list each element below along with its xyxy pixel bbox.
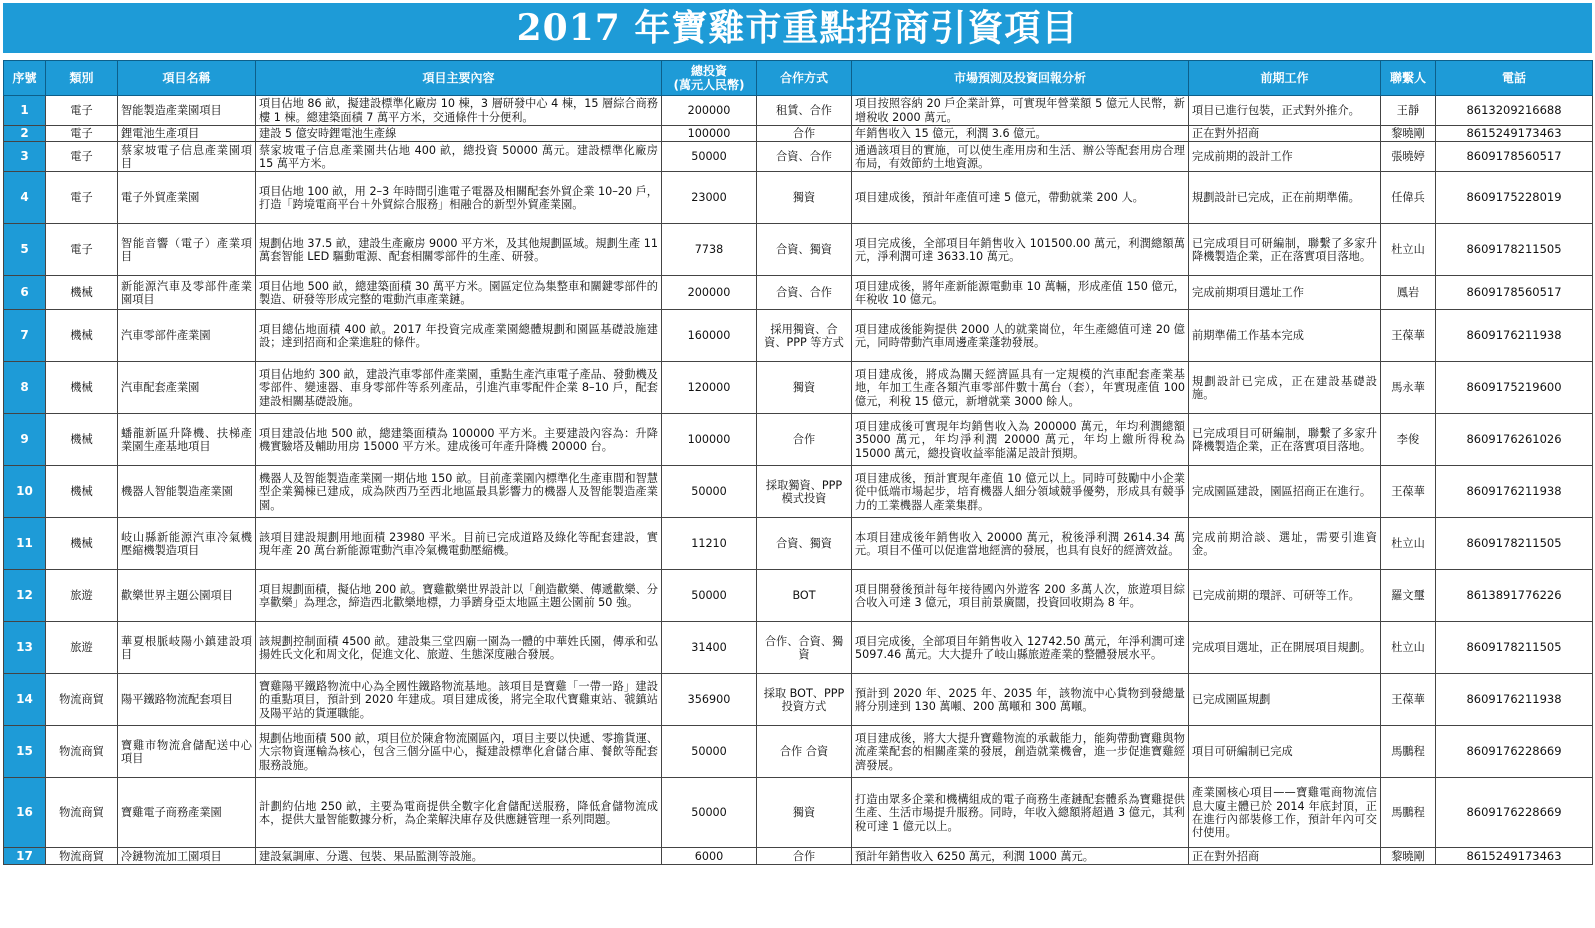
row-cooperation-mode: 採用獨資、合資、PPP 等方式 bbox=[757, 310, 852, 362]
row-main-content: 計劃約佔地 250 畝，主要為電商提供全數字化倉儲配送服務，降低倉儲物流成本，提供大量智能數據分析，為企業解決庫存及供應鏈管理一系列問題。 bbox=[256, 778, 662, 848]
row-category: 機械 bbox=[46, 362, 118, 414]
table-row bbox=[4, 518, 1593, 570]
row-project-name: 陽平鐵路物流配套項目 bbox=[118, 674, 256, 726]
row-preliminary-work: 完成前期項目選址工作 bbox=[1189, 276, 1381, 310]
row-cooperation-mode: 合作 bbox=[757, 848, 852, 865]
row-category: 電子 bbox=[46, 96, 118, 126]
row-market-analysis: 年銷售收入 15 億元，利潤 3.6 億元。 bbox=[852, 126, 1189, 142]
row-category: 電子 bbox=[46, 224, 118, 276]
table-row bbox=[4, 142, 1593, 172]
row-cooperation-mode: 採取獨資、PPP 模式投資 bbox=[757, 466, 852, 518]
row-preliminary-work: 規劃設計已完成，正在前期準備。 bbox=[1189, 172, 1381, 224]
row-main-content: 該項目建設規劃用地面積 23980 平米。目前已完成道路及綠化等配套建設，實現年產 20 萬台新能源電動汽車冷氣機電動壓縮機。 bbox=[256, 518, 662, 570]
row-main-content: 規劃佔地面積 500 畝，項目位於陳倉物流園區內，項目主要以快遞、零擔貨運、大宗物資運輸為核心，包含三個分區中心，擬建設標準化倉儲合庫、餐飲等配套服務設施。 bbox=[256, 726, 662, 778]
row-investment: 23000 bbox=[662, 172, 757, 224]
row-preliminary-work: 完成項目選址，正在開展項目規劃。 bbox=[1189, 622, 1381, 674]
row-contact-person: 王葆華 bbox=[1381, 466, 1436, 518]
row-market-analysis: 項目建成後，預計年產值可達 5 億元，帶動就業 200 人。 bbox=[852, 172, 1189, 224]
row-investment: 50000 bbox=[662, 466, 757, 518]
row-cooperation-mode: 採取 BOT、PPP 投資方式 bbox=[757, 674, 852, 726]
header-no: 序號 bbox=[4, 61, 46, 96]
row-number: 9 bbox=[4, 414, 46, 466]
row-phone: 8609176228669 bbox=[1436, 726, 1593, 778]
row-phone: 8609178211505 bbox=[1436, 518, 1593, 570]
row-investment: 50000 bbox=[662, 778, 757, 848]
row-contact-person: 杜立山 bbox=[1381, 518, 1436, 570]
row-phone: 8609176211938 bbox=[1436, 466, 1593, 518]
row-main-content: 建設 5 億安時鋰電池生產線 bbox=[256, 126, 662, 142]
header-prep: 前期工作 bbox=[1189, 61, 1381, 96]
row-investment: 50000 bbox=[662, 142, 757, 172]
row-investment: 50000 bbox=[662, 570, 757, 622]
row-project-name: 智能音響（電子）產業項目 bbox=[118, 224, 256, 276]
row-number: 1 bbox=[4, 96, 46, 126]
row-category: 機械 bbox=[46, 310, 118, 362]
row-investment: 50000 bbox=[662, 726, 757, 778]
row-phone: 8609178560517 bbox=[1436, 276, 1593, 310]
row-market-analysis: 打造由眾多企業和機構組成的電子商務生產鏈配套體系為寶雞提供生產、生活市場提升服務。同時，年收入總額將超過 3 億元，其利稅可達 1 億元以上。 bbox=[852, 778, 1189, 848]
row-contact-person: 杜立山 bbox=[1381, 224, 1436, 276]
row-market-analysis: 預計到 2020 年、2025 年、2035 年，該物流中心貨物到發總量將分別達到 130 萬噸、200 萬噸和 300 萬噸。 bbox=[852, 674, 1189, 726]
row-phone: 8615249173463 bbox=[1436, 848, 1593, 865]
row-project-name: 蔡家坡電子信息產業園項目 bbox=[118, 142, 256, 172]
row-phone: 8609175219600 bbox=[1436, 362, 1593, 414]
row-main-content: 項目佔地約 300 畝，建設汽車零部件產業園，重點生產汽車電子產品、發動機及零部件、變速器、車身零部件等系列產品，引進汽車零配件企業 8–10 戶，配套建設相關基礎設施。 bbox=[256, 362, 662, 414]
row-category: 物流商貿 bbox=[46, 778, 118, 848]
row-market-analysis: 項目建成後，預計實現年產值 10 億元以上。同時可鼓勵中小企業從中低端市場起步，培育機器人細分領域競爭優勢，形成具有競爭力的工業機器人產業集群。 bbox=[852, 466, 1189, 518]
row-contact-person: 黎曉剛 bbox=[1381, 126, 1436, 142]
row-project-name: 寶雞電子商務產業園 bbox=[118, 778, 256, 848]
row-cooperation-mode: 合資、獨資 bbox=[757, 518, 852, 570]
row-category: 機械 bbox=[46, 466, 118, 518]
row-number: 6 bbox=[4, 276, 46, 310]
row-main-content: 規劃佔地 37.5 畝，建設生產廠房 9000 平方米，及其他規劃區域。規劃生產 11 萬套智能 LED 驅動電源、配套相關零部件的生產、研發。 bbox=[256, 224, 662, 276]
row-market-analysis: 本項目建成後年銷售收入 20000 萬元，稅後淨利潤 2614.34 萬元。項目不僅可以促進當地經濟的發展，也具有良好的經濟效益。 bbox=[852, 518, 1189, 570]
row-investment: 100000 bbox=[662, 126, 757, 142]
row-phone: 8609176211938 bbox=[1436, 310, 1593, 362]
row-investment: 160000 bbox=[662, 310, 757, 362]
row-market-analysis: 項目完成後，全部項目年銷售收入 12742.50 萬元，年淨利潤可達 5097.46 萬元。大大提升了岐山縣旅遊產業的整體發展水平。 bbox=[852, 622, 1189, 674]
row-cooperation-mode: 合資、獨資 bbox=[757, 224, 852, 276]
row-number: 12 bbox=[4, 570, 46, 622]
row-number: 8 bbox=[4, 362, 46, 414]
row-main-content: 寶雞陽平鐵路物流中心為全國性鐵路物流基地。該項目是寶雞「一帶一路」建設的重點項目，預計到 2020 年建成。項目建成後，將完全取代寶雞東站、虢鎮站及陽平站的貨運職能。 bbox=[256, 674, 662, 726]
row-main-content: 項目總佔地面積 400 畝。2017 年投資完成產業園總體規劃和園區基礎設施建設；達到招商和企業進駐的條件。 bbox=[256, 310, 662, 362]
row-number: 4 bbox=[4, 172, 46, 224]
row-contact-person: 王葆華 bbox=[1381, 674, 1436, 726]
row-main-content: 蔡家坡電子信息產業園共佔地 400 畝，總投資 50000 萬元。建設標準化廠房 15 萬平方米。 bbox=[256, 142, 662, 172]
row-investment: 7738 bbox=[662, 224, 757, 276]
row-category: 機械 bbox=[46, 276, 118, 310]
row-project-name: 鋰電池生產項目 bbox=[118, 126, 256, 142]
table-row bbox=[4, 414, 1593, 466]
row-main-content: 項目建設佔地 500 畝，總建築面積為 100000 平方米。主要建設內容為：升降機實驗塔及輔助用房 15000 平方米。建成後可年產升降機 20000 台。 bbox=[256, 414, 662, 466]
row-category: 旅遊 bbox=[46, 570, 118, 622]
row-category: 物流商貿 bbox=[46, 848, 118, 865]
row-preliminary-work: 已完成項目可研編制，聯繫了多家升降機製造企業，正在落實項目落地。 bbox=[1189, 414, 1381, 466]
table-row bbox=[4, 466, 1593, 518]
table-row bbox=[4, 674, 1593, 726]
row-main-content: 機器人及智能製造產業園一期佔地 150 畝。目前產業園內標準化生產車間和智慧型企業獨棟已建成，成為陝西乃至西北地區最具影響力的機器人及智能製造產業園。 bbox=[256, 466, 662, 518]
row-preliminary-work: 前期準備工作基本完成 bbox=[1189, 310, 1381, 362]
row-contact-person: 張曉婷 bbox=[1381, 142, 1436, 172]
row-contact-person: 馬永華 bbox=[1381, 362, 1436, 414]
row-main-content: 項目佔地 100 畝，用 2–3 年時間引進電子電器及相關配套外貿企業 10–20 戶，打造「跨境電商平台＋外貿綜合服務」相融合的新型外貿產業園。 bbox=[256, 172, 662, 224]
row-main-content: 項目規劃面積，擬佔地 200 畝。寶雞歡樂世界設計以「創造歡樂、傳遞歡樂、分享歡樂」為理念，締造西北歡樂地標，力爭躋身亞太地區主題公園前 50 強。 bbox=[256, 570, 662, 622]
row-cooperation-mode: 合作 合資 bbox=[757, 726, 852, 778]
header-market: 市場預測及投資回報分析 bbox=[852, 61, 1189, 96]
row-category: 物流商貿 bbox=[46, 674, 118, 726]
row-category: 電子 bbox=[46, 172, 118, 224]
table-row bbox=[4, 848, 1593, 865]
row-number: 14 bbox=[4, 674, 46, 726]
row-phone: 8609175228019 bbox=[1436, 172, 1593, 224]
row-market-analysis: 項目完成後，全部項目年銷售收入 101500.00 萬元，利潤總額萬元，淨利潤可達 3633.10 萬元。 bbox=[852, 224, 1189, 276]
row-contact-person: 鳳岩 bbox=[1381, 276, 1436, 310]
table-row bbox=[4, 126, 1593, 142]
row-cooperation-mode: 租賃、合作 bbox=[757, 96, 852, 126]
row-contact-person: 王葆華 bbox=[1381, 310, 1436, 362]
table-body bbox=[4, 96, 1593, 865]
row-cooperation-mode: 合資、合作 bbox=[757, 142, 852, 172]
row-project-name: 汽車配套產業園 bbox=[118, 362, 256, 414]
row-project-name: 岐山縣新能源汽車冷氣機壓縮機製造項目 bbox=[118, 518, 256, 570]
table-row bbox=[4, 622, 1593, 674]
row-market-analysis: 項目開發後預計每年接待國內外遊客 200 多萬人次，旅遊項目綜合收入可達 3 億元，項目前景廣闊，投資回收期為 8 年。 bbox=[852, 570, 1189, 622]
row-category: 電子 bbox=[46, 142, 118, 172]
row-cooperation-mode: 獨資 bbox=[757, 172, 852, 224]
row-project-name: 冷鏈物流加工園項目 bbox=[118, 848, 256, 865]
row-project-name: 電子外貿產業園 bbox=[118, 172, 256, 224]
table-row bbox=[4, 310, 1593, 362]
row-category: 電子 bbox=[46, 126, 118, 142]
row-contact-person: 任偉兵 bbox=[1381, 172, 1436, 224]
row-phone: 8609178211505 bbox=[1436, 622, 1593, 674]
row-main-content: 建設氣調庫、分選、包裝、果品監測等設施。 bbox=[256, 848, 662, 865]
table-row bbox=[4, 172, 1593, 224]
row-contact-person: 馬鵬程 bbox=[1381, 726, 1436, 778]
table-row bbox=[4, 96, 1593, 126]
table-row bbox=[4, 276, 1593, 310]
row-number: 16 bbox=[4, 778, 46, 848]
row-contact-person: 馬鵬程 bbox=[1381, 778, 1436, 848]
row-market-analysis: 項目建成後可實現年均銷售收入為 200000 萬元，年均利潤總額 35000 萬元，年均淨利潤 20000 萬元，年均上繳所得稅為 15000 萬元，總投資收益率能滿足設計預期。 bbox=[852, 414, 1189, 466]
row-investment: 120000 bbox=[662, 362, 757, 414]
row-investment: 11210 bbox=[662, 518, 757, 570]
row-market-analysis: 通過該項目的實施，可以使生產用房和生活、辦公等配套用房合理布局，有效節約土地資源。 bbox=[852, 142, 1189, 172]
header-phone: 電話 bbox=[1436, 61, 1593, 96]
table-row bbox=[4, 362, 1593, 414]
row-phone: 8615249173463 bbox=[1436, 126, 1593, 142]
row-project-name: 寶雞市物流倉儲配送中心項目 bbox=[118, 726, 256, 778]
row-cooperation-mode: BOT bbox=[757, 570, 852, 622]
row-number: 2 bbox=[4, 126, 46, 142]
row-market-analysis: 項目建成後，將年產新能源電動車 10 萬輛，形成產值 150 億元，年稅收 10 億元。 bbox=[852, 276, 1189, 310]
row-cooperation-mode: 合作、合資、獨資 bbox=[757, 622, 852, 674]
row-contact-person: 黎曉剛 bbox=[1381, 848, 1436, 865]
row-number: 5 bbox=[4, 224, 46, 276]
row-preliminary-work: 項目可研編制已完成 bbox=[1189, 726, 1381, 778]
row-investment: 200000 bbox=[662, 276, 757, 310]
row-project-name: 歡樂世界主題公園項目 bbox=[118, 570, 256, 622]
row-contact-person: 王靜 bbox=[1381, 96, 1436, 126]
row-investment: 100000 bbox=[662, 414, 757, 466]
row-preliminary-work: 已完成項目可研編制，聯繫了多家升降機製造企業，正在落實項目落地。 bbox=[1189, 224, 1381, 276]
row-investment: 200000 bbox=[662, 96, 757, 126]
row-investment: 6000 bbox=[662, 848, 757, 865]
row-contact-person: 杜立山 bbox=[1381, 622, 1436, 674]
row-preliminary-work: 完成前期洽談、選址，需要引進資金。 bbox=[1189, 518, 1381, 570]
row-market-analysis: 項目按照容納 20 戶企業計算，可實現年營業額 5 億元人民幣，新增稅收 2000 萬元。 bbox=[852, 96, 1189, 126]
row-main-content: 項目佔地 500 畝，總建築面積 30 萬平方米。園區定位為集整車和關鍵零部件的製造、研發等形成完整的電動汽車產業鏈。 bbox=[256, 276, 662, 310]
row-phone: 8613891776226 bbox=[1436, 570, 1593, 622]
row-phone: 8609178560517 bbox=[1436, 142, 1593, 172]
row-category: 旅遊 bbox=[46, 622, 118, 674]
projects-table bbox=[3, 60, 1593, 865]
table-header-row bbox=[4, 61, 1593, 96]
row-number: 15 bbox=[4, 726, 46, 778]
row-category: 機械 bbox=[46, 518, 118, 570]
row-phone: 8613209216688 bbox=[1436, 96, 1593, 126]
row-number: 11 bbox=[4, 518, 46, 570]
row-number: 17 bbox=[4, 848, 46, 865]
row-market-analysis: 項目建成後，將大大提升寶雞物流的承載能力，能夠帶動寶雞與物流產業配套的相關產業的發展，創造就業機會，進一步促進寶雞經濟發展。 bbox=[852, 726, 1189, 778]
row-cooperation-mode: 獨資 bbox=[757, 362, 852, 414]
row-cooperation-mode: 合資、合作 bbox=[757, 276, 852, 310]
header-investment: 總投資 (萬元人民幣) bbox=[662, 61, 757, 96]
table-row bbox=[4, 570, 1593, 622]
row-market-analysis: 項目建成後能夠提供 2000 人的就業崗位，年生產總值可達 20 億元，同時帶動汽車周邊產業蓬勃發展。 bbox=[852, 310, 1189, 362]
row-main-content: 該規劃控制面積 4500 畝。建設集三堂四廟一園為一體的中華姓氏園，傳承和弘揚姓氏文化和周文化，促進文化、旅遊、生態深度融合發展。 bbox=[256, 622, 662, 674]
header-category: 類別 bbox=[46, 61, 118, 96]
table-row bbox=[4, 778, 1593, 848]
row-cooperation-mode: 合作 bbox=[757, 414, 852, 466]
row-market-analysis: 項目建成後，將成為關天經濟區具有一定規模的汽車配套產業基地，年加工生產各類汽車零部件數十萬台（套），年實現產值 100 億元，利稅 15 億元，新增就業 3000 餘人。 bbox=[852, 362, 1189, 414]
row-preliminary-work: 正在對外招商 bbox=[1189, 126, 1381, 142]
row-phone: 8609176211938 bbox=[1436, 674, 1593, 726]
table-row bbox=[4, 224, 1593, 276]
header-contact: 聯繫人 bbox=[1381, 61, 1436, 96]
row-preliminary-work: 規劃設計已完成，正在建設基礎設施。 bbox=[1189, 362, 1381, 414]
row-phone: 8609178211505 bbox=[1436, 224, 1593, 276]
row-project-name: 汽車零部件產業園 bbox=[118, 310, 256, 362]
row-phone: 8609176261026 bbox=[1436, 414, 1593, 466]
row-project-name: 機器人智能製造產業園 bbox=[118, 466, 256, 518]
row-preliminary-work: 產業園核心項目——寶雞電商物流信息大廈主體已於 2014 年底封頂，正在進行內部裝修工作，預計年內可交付使用。 bbox=[1189, 778, 1381, 848]
row-preliminary-work: 正在對外招商 bbox=[1189, 848, 1381, 865]
row-contact-person: 羅文璽 bbox=[1381, 570, 1436, 622]
row-project-name: 新能源汽車及零部件產業園項目 bbox=[118, 276, 256, 310]
row-cooperation-mode: 獨資 bbox=[757, 778, 852, 848]
row-number: 10 bbox=[4, 466, 46, 518]
header-content: 項目主要內容 bbox=[256, 61, 662, 96]
table-row bbox=[4, 726, 1593, 778]
row-project-name: 智能製造產業園項目 bbox=[118, 96, 256, 126]
header-mode: 合作方式 bbox=[757, 61, 852, 96]
row-preliminary-work: 已完成前期的環評、可研等工作。 bbox=[1189, 570, 1381, 622]
row-number: 7 bbox=[4, 310, 46, 362]
row-number: 13 bbox=[4, 622, 46, 674]
row-category: 物流商貿 bbox=[46, 726, 118, 778]
row-preliminary-work: 已完成園區規劃 bbox=[1189, 674, 1381, 726]
row-investment: 31400 bbox=[662, 622, 757, 674]
row-contact-person: 李俊 bbox=[1381, 414, 1436, 466]
row-project-name: 蟠龍新區升降機、扶梯產業園生產基地項目 bbox=[118, 414, 256, 466]
row-cooperation-mode: 合作 bbox=[757, 126, 852, 142]
page-title: 2017 年寶雞市重點招商引資項目 bbox=[3, 3, 1592, 53]
row-number: 3 bbox=[4, 142, 46, 172]
row-category: 機械 bbox=[46, 414, 118, 466]
row-project-name: 華夏根脈岐陽小鎮建設項目 bbox=[118, 622, 256, 674]
header-name: 項目名稱 bbox=[118, 61, 256, 96]
row-preliminary-work: 完成前期的設計工作 bbox=[1189, 142, 1381, 172]
row-preliminary-work: 完成園區建設，園區招商正在進行。 bbox=[1189, 466, 1381, 518]
row-preliminary-work: 項目已進行包裝，正式對外推介。 bbox=[1189, 96, 1381, 126]
row-market-analysis: 預計年銷售收入 6250 萬元，利潤 1000 萬元。 bbox=[852, 848, 1189, 865]
row-main-content: 項目佔地 86 畝，擬建設標準化廠房 10 棟，3 層研發中心 4 棟，15 層綜合商務樓 1 棟。總建築面積 7 萬平方米，交通條件十分便利。 bbox=[256, 96, 662, 126]
row-investment: 356900 bbox=[662, 674, 757, 726]
row-phone: 8609176228669 bbox=[1436, 778, 1593, 848]
